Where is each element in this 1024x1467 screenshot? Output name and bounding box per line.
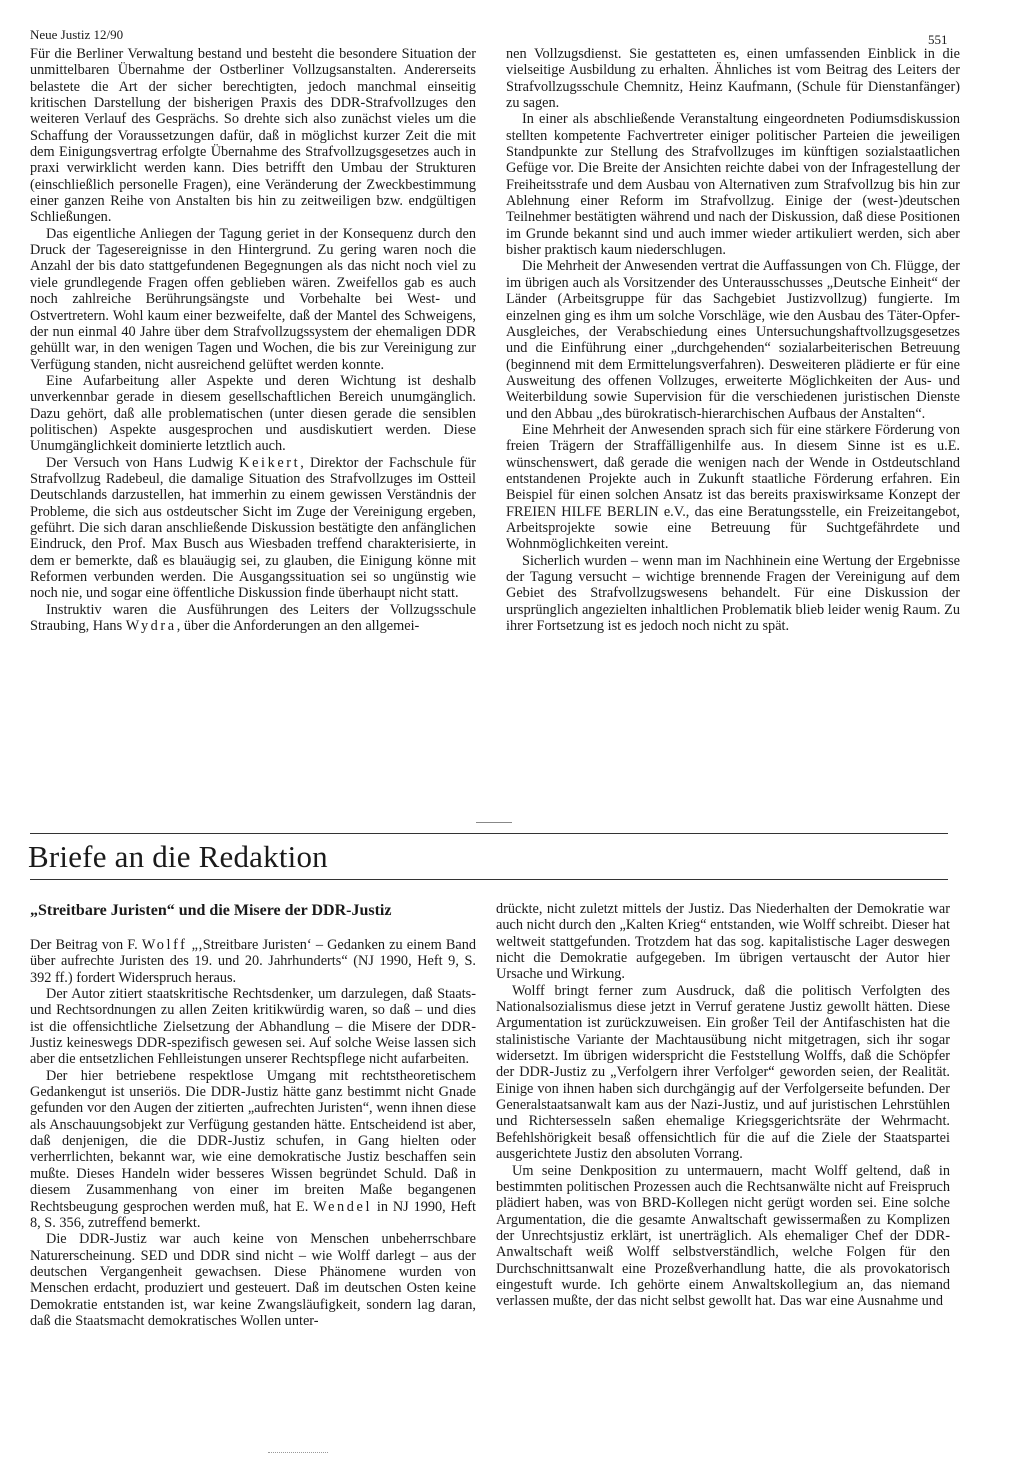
section-divider: [30, 833, 948, 834]
paragraph: Die Mehrheit der Anwesenden vertrat die Auffassungen von Ch. Flügge, der im übrigen auch als Vorsitzender des Unterausschusses „Deutsche Einheit“ der Länder (Arbeitsgruppe für das Sachgebiet Justizvollzug) fungierte. Im einzelnen ging es ihm um solche Vorschläge, wie den Ausbau des Täter-Opfer-Ausgleiches, der Verabschiedung eines Untersuchungshaftvollzugsgesetzes und die Einführung einer „durchgehenden“ sozialarbeiterischen Betreuung (beginnend mit dem Ermittelungsverfahren). Desweiteren plädierte er für eine Ausweitung des offenen Vollzuges, erweiterte Möglichkeiten der Aus- und Weiterbildung sowie Supervision für die verschiedenen juristischen Dienste und den Abbau „des bürokratisch-hierarchischen Aufbaus der Anstalten“.: [506, 258, 960, 422]
paragraph: In einer als abschließende Veranstaltung eingeordneten Podiumsdiskussion stellten kompetente Fachvertreter einiger politischer Parteien die jeweiligen Standpunkte zur Stellung des Strafvollzuges im künftigen sozialstaatlichen Gefüge vor. Die Breite der Ansichten reichte dabei von der Infragestellung der Freiheitsstrafe und dem Ausbau von Alternativen zum Strafvollzug bis hin zur Ablehnung einer Reform im Strafvollzug. Einige der (west-)deutschen Teilnehmer bestätigten während und nach der Diskussion, daß diese Positionen im Grunde bekannt sind und auch immer wieder artikuliert werden, sich aber bisher praktisch kaum niederschlugen.: [506, 111, 960, 259]
section-title: Briefe an die Redaktion: [28, 839, 328, 874]
paragraph: Für die Berliner Verwaltung bestand und besteht die besondere Situation der unmittelbaren Übernahme der Ostberliner Vollzugsanstalten. Andererseits belastete die Art der sicher berechtigten, jedoch manchmal einseitig kritischen Darstellung der bisherigen Praxis des DDR-Strafvollzuges den weiteren Verlauf des Gesprächs. So drehte sich also zunächst vieles um die Schaffung der Voraussetzungen dafür, daß in möglichst kurzer Zeit die mit dem Einigungsvertrag erfolgte Übernahme des Strafvollzugsgesetzes auch in praxi verwirklicht werden kann. Dies betrifft den Umbau der Strukturen (einschließlich personelle Fragen), eine Veränderung der Zweckbestimmung einer ganzen Reihe von Anstalten bis hin zu zeitweiligen bzw. endgültigen Schließungen.: [30, 46, 476, 226]
paragraph: drückte, nicht zuletzt mittels der Justiz. Das Niederhalten der Demokratie war auch nicht durch den „Kalten Krieg“ entstanden, wie Wolff schreibt. Dieser hat weltweit stattgefunden. Trotzdem hat das sog. kapitalistische Lager deswegen nicht die Demokratie aufgegeben. Im übrigen vertauscht der Autor hier Ursache und Wirkung.: [496, 901, 950, 983]
author-name: Wydra: [125, 618, 177, 635]
paragraph: [30, 1068, 476, 1231]
letter-column-left: [30, 937, 476, 1329]
paragraph: Der Autor zitiert staatskritische Rechtsdenker, um darzulegen, daß Staats- und Rechtsordnungen zu allen Zeiten kritikwürdig waren, so daß – und dies ist die offensichtliche Zielsetzung der Abhandlung – die Misere der DDR-Justiz keineswegs DDR-spezifisch gewesen sei. Auf solche Weise lassen sich aber die entsetzlichen Fehlleistungen unserer Rechtspflege nicht aufarbeiten.: [30, 986, 476, 1068]
paragraph-text: in NJ 1990, Heft 8, S. 356, zutreffend bemerkt.: [30, 1198, 476, 1231]
paragraph: Sicherlich wurden – wenn man im Nachhinein eine Wertung der Ergebnisse der Tagung versucht – wichtige brennende Fragen der Vereinigung auf dem Gebiet des Strafvollzugswesens behandelt. Für eine Diskussion der ursprünglich angezielten inhaltlichen Problematik blieb leider wenig Raum. Zu ihrer Fortsetzung ist es jedoch noch nicht zu spät.: [506, 552, 960, 635]
letter-column-right: [496, 901, 950, 1310]
paragraph: Eine Mehrheit der Anwesenden sprach sich für eine stärkere Förderung von freien Trägern der Straffälligenhilfe aus. In diesem Sinne ist es u.E. wünschenswert, daß gerade die wenigen nach der Wende in Ostdeutschland entstandenen Projekte auch in Zukunft staatliche Förderung erfahren. Ein Beispiel für einen solchen Ansatz ist das bereits praxiswirksame Konzept der FREIEN HILFE BERLIN e.V., das eine Beratungsstelle, ein Freizeitangebot, Arbeitsprojekte sowie eine Betreuung für Suchtgefährdete und Wohnmöglichkeiten vereint.: [506, 421, 960, 553]
paragraph: Eine Aufarbeitung aller Aspekte und deren Wichtung ist deshalb unverkennbar gerade in diesem gesellschaftlichen Bereich unumgänglich. Dazu gehört, daß alle problematischen (unter diesen gerade die sensiblen politischen) Aspekte ausgesprochen und ausdiskutiert werden. Diese Unumgänglichkeit dominierte letztlich auch.: [30, 372, 476, 455]
section-title-underline: [30, 879, 948, 880]
letter-title: „Streitbare Juristen“ und die Misere der DDR-Justiz: [30, 902, 392, 919]
running-header-journal: Neue Justiz 12/90: [30, 27, 124, 42]
paragraph: Das eigentliche Anliegen der Tagung geriet in der Konsequenz durch den Druck der Tagesereignisse in den Hintergrund. Zu gering waren noch die Anzahl der bis dato stattgefundenen Begegnungen als das nicht noch viel zu viele grundlegende Fragen offen geblieben wären. Zweifellos gab es auch noch zahlreiche Berührungsängste und Vorbehalte bei West- und Ostvertretern. Wohl kaum einer bezweifelte, daß der Mantel des Schweigens, der nun einmal 40 Jahre über dem Strafvollzugssystem der ehemaligen DDR gehüllt war, in den wenigen Tagen und Wochen, die bis zur Vereinigung zur Verfügung standen, nicht ausreichend gelüftet werden konnte.: [30, 225, 476, 373]
paragraph: Wolff bringt ferner zum Ausdruck, daß die politisch Verfolgten des Nationalsozialismus diese jetzt in Verruf geratene Justiz gewollt hätten. Diese Argumentation ist zurückzuweisen. Ein großer Teil der Antifaschisten hat die stalinistische Variante der Machtausübung nicht mitgetragen, sich ihr sogar widersetzt. Im übrigen widerspricht die Feststellung Wolffs, daß die Schöpfer der DDR-Justiz zu „Verfolgern ihrer Verfolger“ geworden seien, der Realität. Einige von ihnen haben sich durchgängig auf der Verfolgerseite befunden. Der Generalstaatsanwalt kam aus der Nazi-Justiz, und auf juristischen Lehrstühlen und Richtersesseln saßen ehemalige Kriegsgerichtsräte der Wehrmacht. Befehlshörigkeit besaß offensichtlich für die auf die Ziele der Staatspartei ausgerichtete Justiz den absoluten Vorrang.: [496, 982, 950, 1163]
paragraph-text: , Direktor der Fachschule für Strafvollzug Radebeul, die damalige Situation des Strafvollzuges im Ostteil Deutschlands darzustellen, hat immerhin zu einem gewissen Verständnis der Probleme, die sich aus ostdeutscher Sicht im Zuge der Vereinigung ergeben, geführt. Die sich daran anschließende Diskussion bestätigte den anfänglichen Eindruck, den Prof. Max Busch aus Wiesbaden treffend charakterisierte, in dem er bemerkte, daß es blauäugig sei, zu glauben, die Einigung könne mit Reformen verbunden werden. Die Ausgangssituation sei so ungünstig wie noch nie, und sogar eine öffentliche Diskussion finde überhaupt nicht statt.: [30, 454, 477, 602]
author-name: Keikert: [239, 454, 301, 471]
paragraph-text: Instruktiv waren die Ausführungen des Leiters der Vollzugsschule Straubing, Hans: [30, 601, 476, 635]
paragraph-text: „‚Streitbare Juristen‘ – Gedanken zu einem Band über aufrechte Juristen des 19. und 20. Jahrhunderts“ (NJ 1990, Heft 9, S. 392 ff.) fordert Widerspruch heraus.: [30, 937, 476, 986]
paragraph: nen Vollzugsdienst. Sie gestatteten es, einen umfassenden Einblick in die vielseitige Ausbildung zu erhalten. Ähnliches ist vom Beitrag des Leiters der Strafvollzugsschule Chemnitz, Heinz Kaufmann, (Schule für Dienstanfänger) zu sagen.: [506, 46, 960, 112]
paragraph-text: , über die Anforderungen an den allgemei-: [176, 618, 420, 635]
paragraph: [30, 937, 476, 986]
paragraph-text: Der Beitrag von F.: [30, 937, 142, 953]
author-name: Wolff: [141, 937, 188, 953]
paragraph: Um seine Denkposition zu untermauern, macht Wolff geltend, daß in bestimmten politischen Prozessen auch die Rechtsanwälte nicht auf Freispruch plädiert haben, was von BRD-Kollegen nicht gerügt worden sei. Eine solche Argumentation, die die gesamte Anwaltschaft gewissermaßen zu Komplizen der Unrechtsjustiz erklärt, ist unerträglich. Als ehemaliger Chef der DDR-Anwaltschaft weiß Wolff selbstverständlich, welche Folgen für den Durchschnittsanwalt eine Prozeßverhandlung hatte, die als provokatorisch eingestuft wurde. Ich gehörte einem Anwaltskollegium an, das niemand verlassen mußte, der das nicht selbst gewollt hat. Das war eine Ausnahme und: [496, 1162, 950, 1310]
paragraph: Die DDR-Justiz war auch keine von Menschen unbeherrschbare Naturerscheinung. SED und DDR sind nicht – wie Wolff darlegt – aus der deutschen Vergangenheit gewachsen. Diese Phänomene wurden von Menschen erdacht, produziert und gesteuert. Daß im deutschen Osten keine Demokratie entstanden ist, war keine Zwangsläufigkeit, sondern lag daran, daß die Staatsmacht demokratisches Wollen unter-: [30, 1231, 476, 1329]
scan-artifact-mark: [268, 1452, 328, 1459]
page-number: 551: [928, 32, 948, 47]
report-column-left: [30, 46, 476, 634]
report-column-right: [506, 46, 960, 634]
paragraph: [30, 455, 476, 602]
paragraph-text: Der hier betriebene respektlose Umgang mit rechtstheoretischem Gedankengut ist unseriös. Die DDR-Justiz hätte ganz bestimmt nicht Gnade gefunden vor den Augen der zitierten „aufrechten Juristen“, wenn ihnen diese als Anschauungsobjekt zur Verfügung gestanden hätte. Entscheidend ist aber, daß denjenigen, die die DDR-Justiz schufen, in Gang hielten oder verherrlichten, bekannt war, wie eine demokratische Justiz beschaffen sein mußte. Dieses Handeln wider besseres Wissen begründet Schuld. Daß in diesem Zusammenhang von einer im breiten Maße begangenen Rechtsbeugung gesprochen werden muß, hat E.: [30, 1067, 476, 1215]
column-end-divider: [476, 822, 512, 823]
paragraph: [30, 602, 476, 635]
paragraph-text: Der Versuch von Hans Ludwig: [46, 454, 240, 471]
author-name: Wendel: [313, 1198, 373, 1215]
